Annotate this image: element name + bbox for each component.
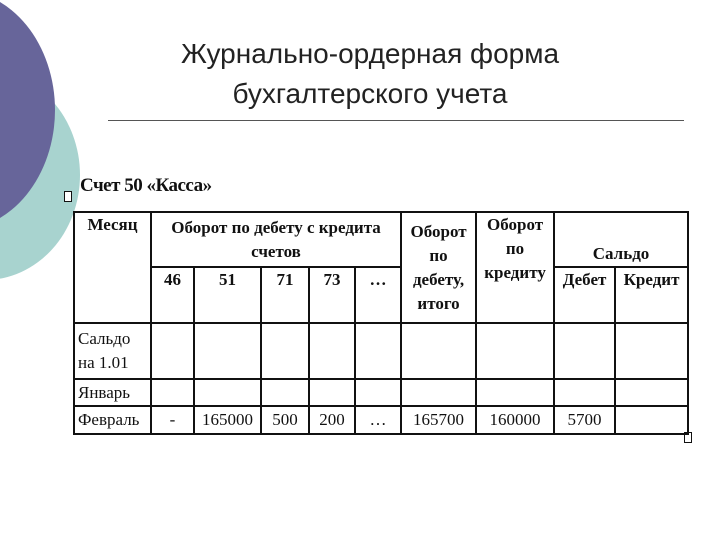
table-row <box>74 406 688 434</box>
table-cell <box>554 379 615 406</box>
resize-handle-top-left[interactable] <box>64 191 72 202</box>
header-credit-turnover: Оборот по кредиту <box>476 212 554 323</box>
table-cell <box>615 379 688 406</box>
table-cell <box>151 323 194 379</box>
slide-title-line-1: Журнально-ордерная форма <box>180 38 560 69</box>
title-divider <box>108 120 684 121</box>
table-cell: 160000 <box>476 406 554 434</box>
row-label: Январь <box>74 379 151 406</box>
table-cell <box>401 323 476 379</box>
table-cell <box>151 379 194 406</box>
table-cell <box>261 379 309 406</box>
table-cell <box>309 323 355 379</box>
row-label: Сальдо на 1.01 <box>74 323 151 379</box>
header-balance-group: Сальдо <box>554 212 688 267</box>
table-cell: … <box>355 406 401 434</box>
table-cell <box>355 323 401 379</box>
header-account-73: 73 <box>309 267 355 323</box>
table-cell <box>355 379 401 406</box>
table-cell <box>615 323 688 379</box>
table-row <box>74 323 688 379</box>
table-caption: Счет 50 «Касса» <box>80 175 212 196</box>
header-balance-debit: Дебет <box>554 267 615 323</box>
header-row-1 <box>74 212 688 267</box>
table-cell <box>194 323 261 379</box>
header-debit-turnover-group: Оборот по дебету с кредита счетов <box>151 212 401 267</box>
table-cell <box>476 379 554 406</box>
table-cell: 165000 <box>194 406 261 434</box>
table-cell: - <box>151 406 194 434</box>
ledger-table <box>73 211 689 435</box>
table-cell <box>615 406 688 434</box>
header-row-2 <box>74 267 688 323</box>
table-cell: 500 <box>261 406 309 434</box>
slide-title-line-2: бухгалтерского учета <box>232 78 508 109</box>
header-debit-total: Оборот по дебету, итого <box>401 212 476 323</box>
table-row <box>74 379 688 406</box>
slide-title <box>150 34 590 114</box>
table-cell <box>401 379 476 406</box>
table-cell: 165700 <box>401 406 476 434</box>
header-account-71: 71 <box>261 267 309 323</box>
table-cell <box>194 379 261 406</box>
header-account-51: 51 <box>194 267 261 323</box>
table-cell: 5700 <box>554 406 615 434</box>
table-cell <box>309 379 355 406</box>
table-cell <box>554 323 615 379</box>
header-month: Месяц <box>74 212 151 323</box>
row-label: Февраль <box>74 406 151 434</box>
table-cell <box>476 323 554 379</box>
header-account-more: … <box>355 267 401 323</box>
header-account-46: 46 <box>151 267 194 323</box>
table-cell: 200 <box>309 406 355 434</box>
header-balance-credit: Кредит <box>615 267 688 323</box>
table-cell <box>261 323 309 379</box>
